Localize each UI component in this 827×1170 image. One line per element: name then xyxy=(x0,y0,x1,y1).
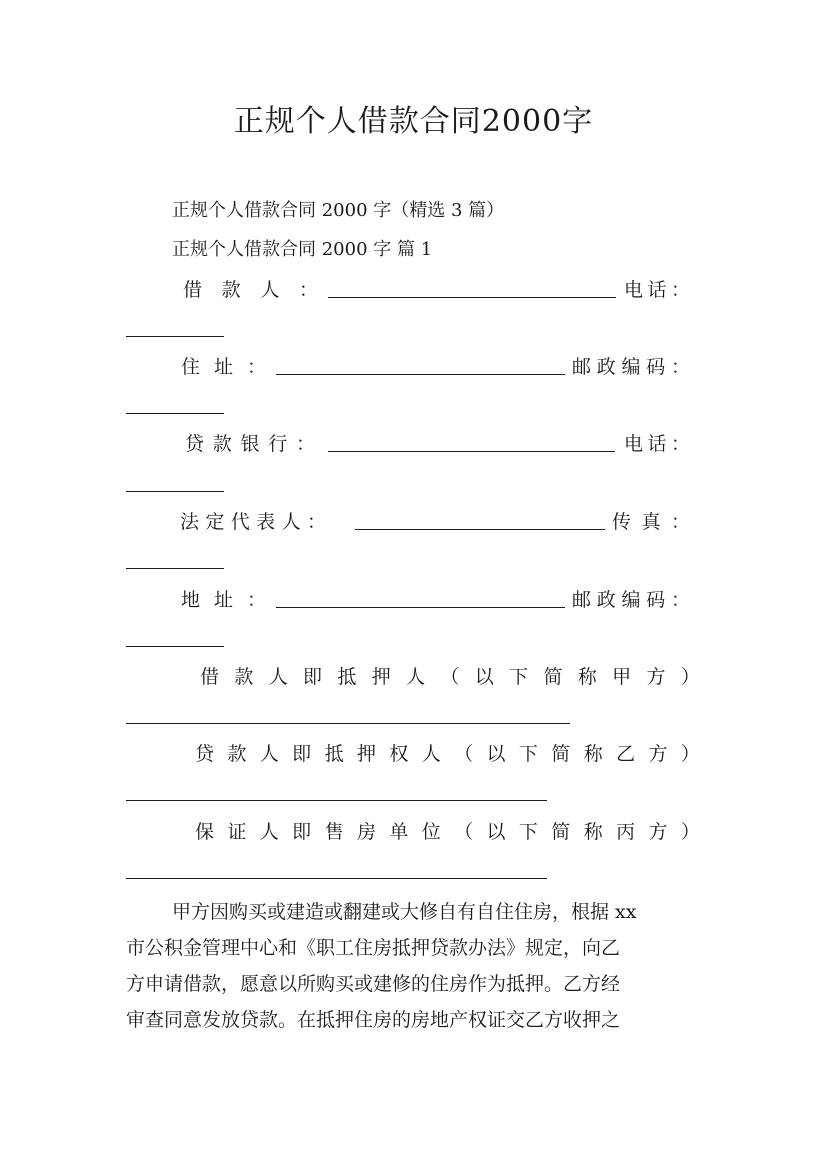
party-b-blank[interactable] xyxy=(126,800,547,801)
field-blank-borrower[interactable] xyxy=(328,297,616,298)
party-a-blank[interactable] xyxy=(126,723,570,724)
subtitle: 正规个人借款合同 2000 字（精选 3 篇） xyxy=(172,200,505,221)
field-label-borrower: 借 款 人 ： xyxy=(183,279,318,301)
paragraph-line: 审查同意发放贷款。在抵押住房的房地产权证交乙方收押之 xyxy=(126,1009,621,1031)
field-label-residence: 住 址 ： xyxy=(181,356,266,378)
field-label-lending-bank: 贷 款 银 行 ： xyxy=(185,433,315,455)
paragraph-line: 市公积金管理中心和《职工住房抵押贷款办法》规定，向乙 xyxy=(126,937,621,959)
field-label-legal-rep: 法 定 代 表 人 ： xyxy=(180,511,326,533)
field-label-address-postcode: 邮 政 编 码 ： xyxy=(572,589,690,611)
field-blank-address[interactable] xyxy=(276,607,565,608)
paragraph-line: 甲方因购买或建造或翻建或大修自有自住住房，根据 xx xyxy=(172,901,637,923)
body-paragraph xyxy=(126,894,701,1038)
field-blank-residence[interactable] xyxy=(276,374,565,375)
party-c-line: 保 证 人 即 售 房 单 位 （ 以 下 简 称 丙 方 ） xyxy=(195,821,700,843)
field-label-fax: 传 真 ： xyxy=(612,511,690,533)
field-blank-bank-phone[interactable] xyxy=(126,491,224,492)
field-blank-lending-bank[interactable] xyxy=(328,451,615,452)
field-blank-address-postcode[interactable] xyxy=(126,646,224,647)
field-label-residence-postcode: 邮 政 编 码 ： xyxy=(572,356,690,378)
party-c-blank[interactable] xyxy=(126,878,547,879)
field-label-address: 地 址 ： xyxy=(181,589,266,611)
field-label-borrower-phone: 电 话 ： xyxy=(624,279,690,301)
section-heading: 正规个人借款合同 2000 字 篇 1 xyxy=(172,239,433,260)
party-a-line: 借 款 人 即 抵 押 人 （ 以 下 简 称 甲 方 ） xyxy=(200,666,700,688)
field-blank-borrower-phone[interactable] xyxy=(126,336,224,337)
party-b-line: 贷 款 人 即 抵 押 权 人 （ 以 下 简 称 乙 方 ） xyxy=(195,743,700,765)
field-blank-fax[interactable] xyxy=(126,568,224,569)
document-title: 正规个人借款合同2000字 xyxy=(233,104,594,139)
paragraph-line: 方申请借款，愿意以所购买或建修的住房作为抵押。乙方经 xyxy=(126,973,621,995)
field-label-bank-phone: 电 话 ： xyxy=(624,433,690,455)
field-blank-residence-postcode[interactable] xyxy=(126,413,224,414)
field-blank-legal-rep[interactable] xyxy=(355,529,605,530)
